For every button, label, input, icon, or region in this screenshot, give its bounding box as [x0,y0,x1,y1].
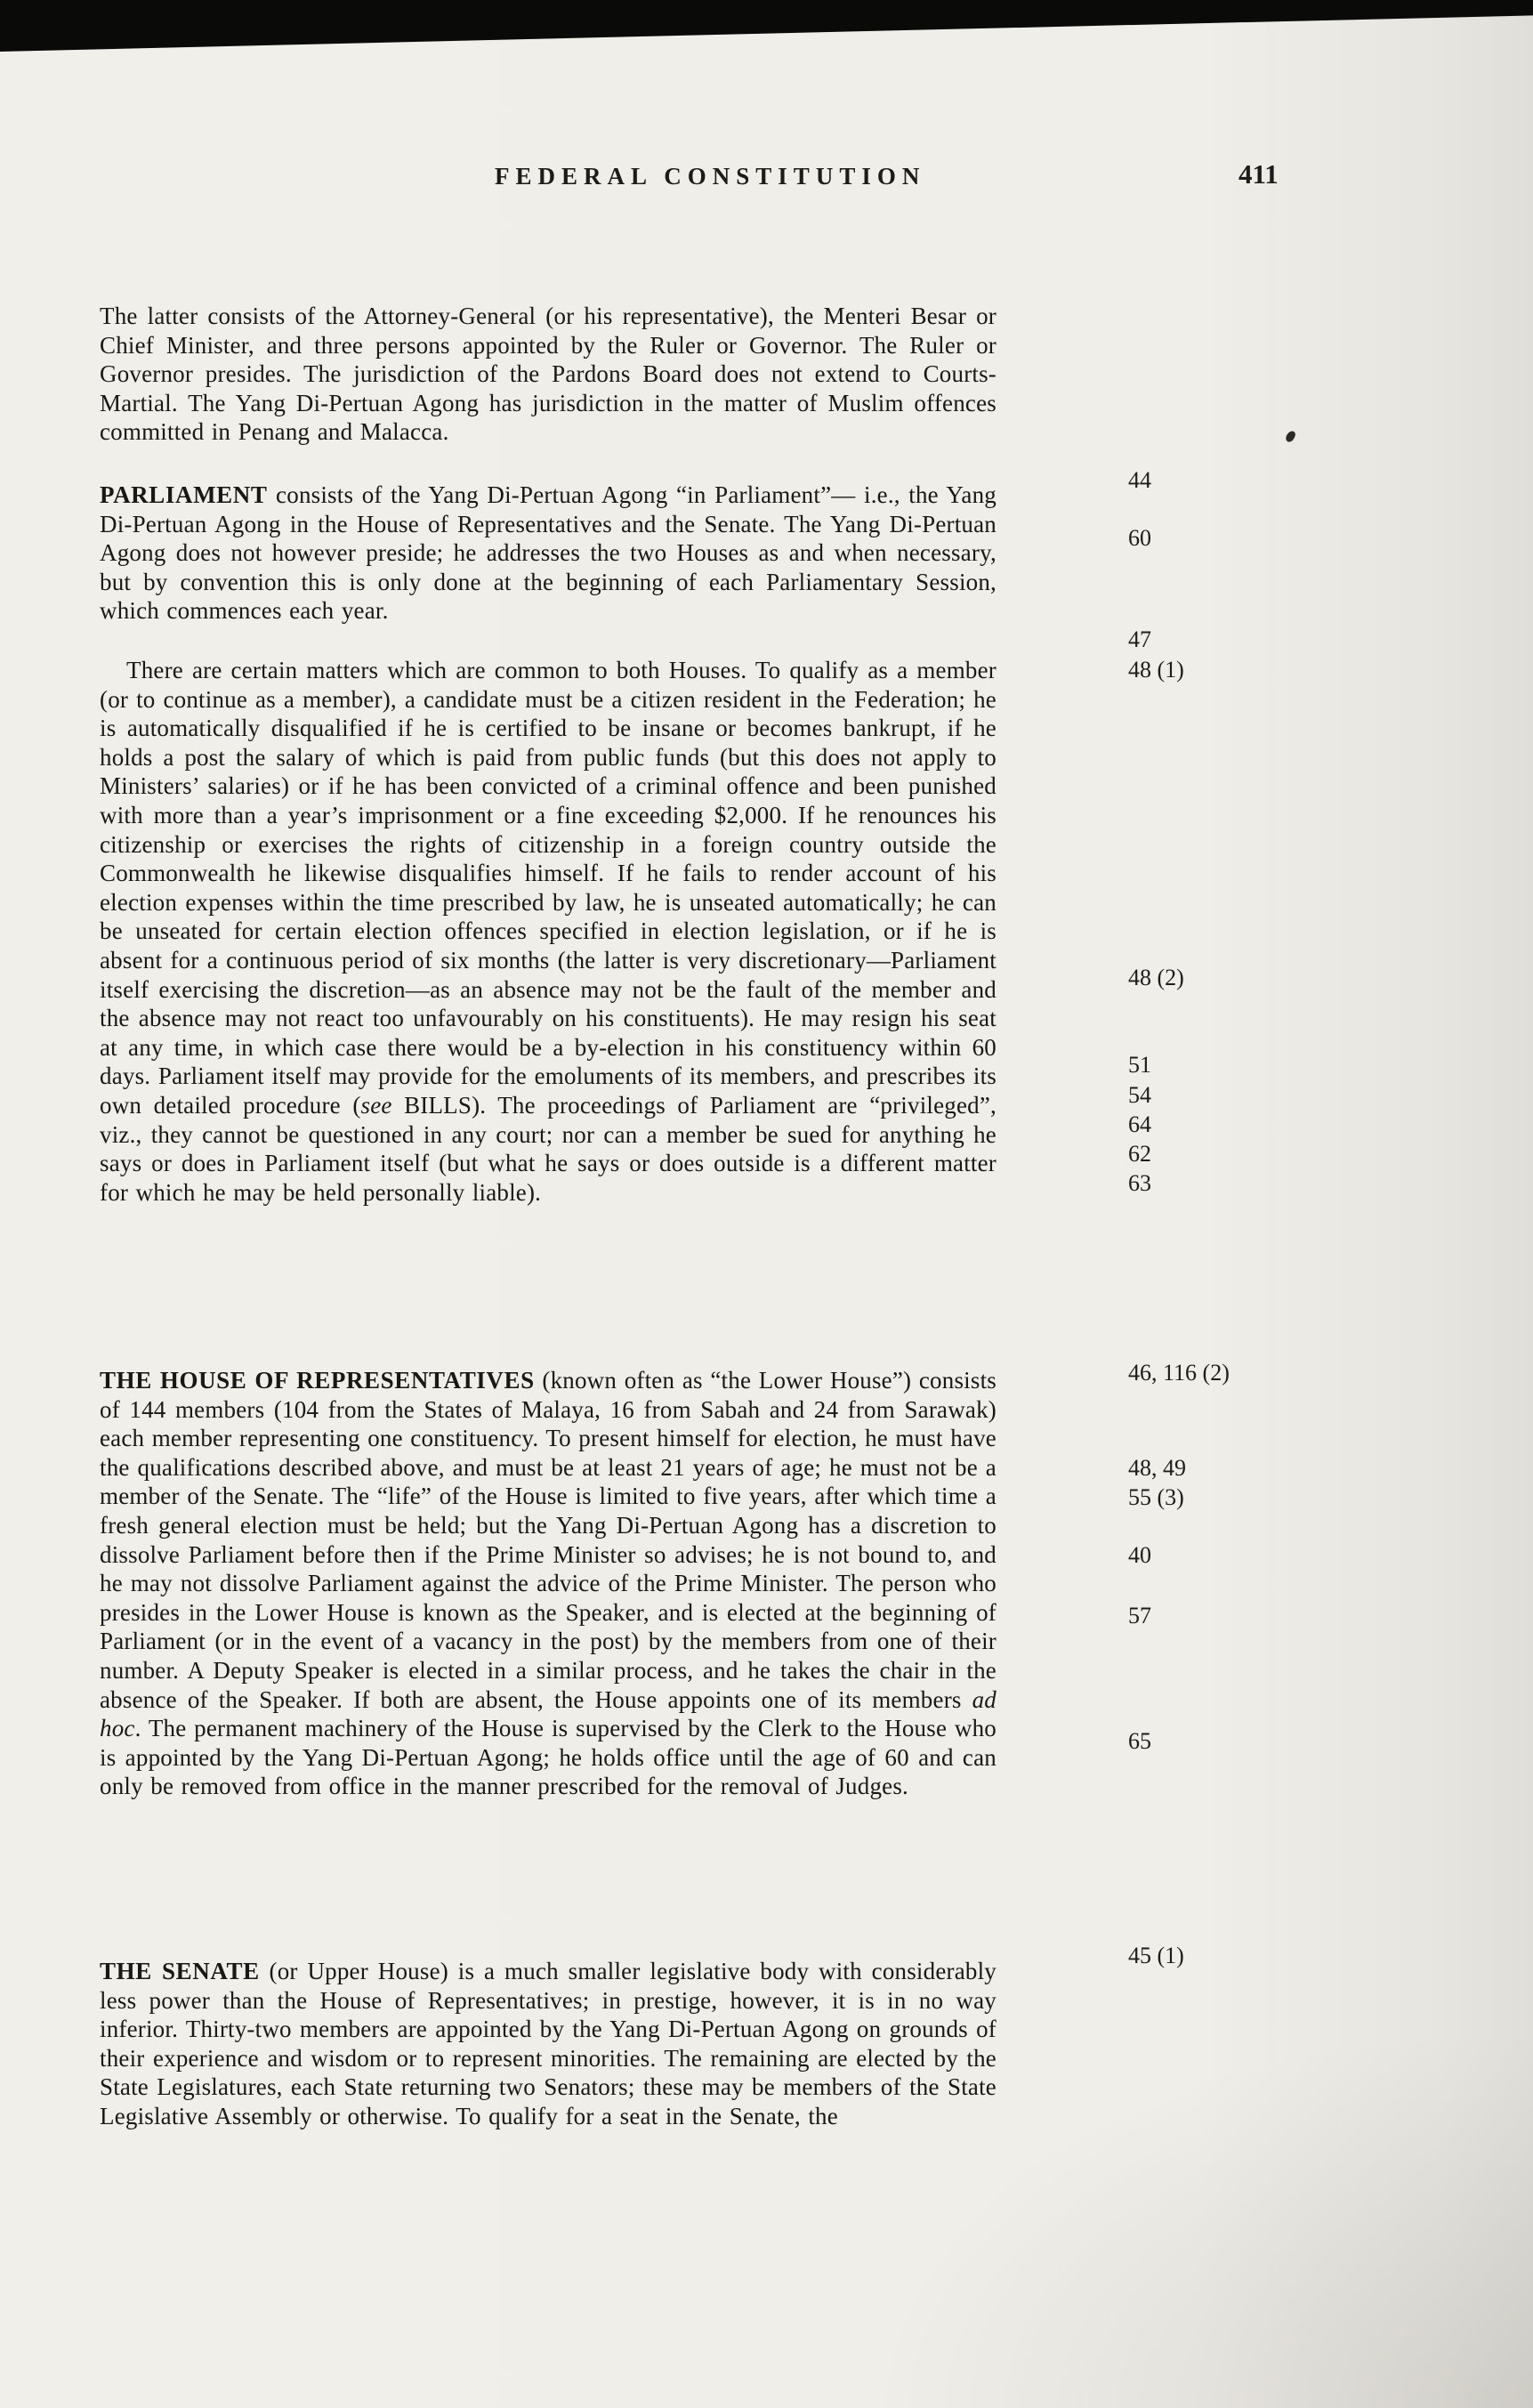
margin-note-article-40: 40 [1128,1542,1151,1568]
paragraph-lead-senate: THE SENATE [100,1958,260,1984]
margin-note-article-62: 62 [1128,1141,1151,1167]
paragraph-house-of-representatives [100,1366,996,1801]
page-number: 411 [1239,158,1279,190]
paragraph-parliament [100,481,996,626]
paragraph-text: . The permanent machinery of the House is supervised by the Clerk to the House who is appointed by the Yang Di-Pertuan Agong; he holds office until the age of 60 and can only be removed from office in the manner prescribed for the removal of Judges. [100,1715,996,1800]
italic-ad-hoc: ad hoc [100,1685,996,1742]
paragraph-lead-parliament: PARLIAMENT [100,481,268,508]
paragraph-text: consists of the Yang Di-Pertuan Agong “in Parliament”— i.e., the Yang Di-Pertuan Agong in the House of Representatives and the Senate. The Yang Di-Pertuan Agong does not however preside; he addresses the two Houses as and when necessary, but by convention this is only done at the beginning of each Parliamentary Session, which commences each year. [100,481,996,625]
margin-note-article-51: 51 [1128,1052,1151,1078]
margin-note-article-54: 54 [1128,1082,1151,1108]
margin-note-article-65: 65 [1128,1728,1151,1754]
margin-note-article-60: 60 [1128,525,1151,551]
paragraph-lead-house-of-representatives: THE HOUSE OF REPRESENTATIVES [100,1367,535,1394]
paragraph-text: BILLS). The proceedings of Parliament are “privileged”, viz., they cannot be questioned in any court; nor can a member be sued for anything he says or does in Parliament itself (but what he says or does outside is a different matter for which he may be held personally liable). [100,1091,996,1206]
paragraph-text: The latter consists of the Attorney-General (or his representative), the Menteri Besar or Chief Minister, and three persons appointed by the Ruler or Governor. The Ruler or Governor presides. The jurisdiction of the Pardons Board does not extend to Courts-Martial. The Yang Di-Pertuan Agong has jurisdiction in the matter of Muslim offences committed in Penang and Malacca. [100,303,996,446]
margin-note-article-47: 47 [1128,626,1151,652]
margin-note-article-55-3: 55 (3) [1128,1484,1184,1510]
paragraph-membership-qualifications [100,656,996,1207]
paragraph-text: There are certain matters which are common to both Houses. To qualify as a member (or to continue as a member), a candidate must be a citizen resident in the Federation; he is automatically disqualified if he is certified to be insane or becomes bankrupt, if he holds a post the salary of which is paid from public funds (but this does not apply to Ministers’ salaries) or if he has been convicted of a criminal offence and been punished with more than a year’s imprisonment or a fine exceeding $2,000. If he renounces his citizenship or exercises the rights of citizenship in a foreign country outside the Commonwealth he likewise disqualifies himself. If he fails to render account of his election expenses within the time prescribed by law, he is unseated automatically; he can be unseated for certain election offences specified in election legislation, or if he is absent for a continuous period of six months (the latter is very discretionary—Parliament itself exercising the discretion—as an absence may not be the fault of the member and the absence may not react too unfavourably on his constituents). He may resign his seat at any time, in which case there would be a by-election in his constituency within 60 days. Parliament itself may provide for the emoluments of its members, and prescribes its own detailed procedure ( [100,657,996,1119]
margin-note-article-44: 44 [1128,467,1151,493]
margin-note-article-48-49: 48, 49 [1128,1455,1186,1481]
margin-note-article-63: 63 [1128,1170,1151,1196]
margin-note-article-64: 64 [1128,1111,1151,1137]
paragraph-text: (or Upper House) is a much smaller legislative body with considerably less power than the House of Representatives; in prestige, however, it is in no way inferior. Thirty-two members are appointed by the Yang Di-Pertuan Agong on grounds of their experience and wisdom or to represent minorities. The remaining are elected by the State Legislatures, each State returning two Senators; these may be members of the State Legislative Assembly or otherwise. To qualify for a seat in the Senate, the [100,1958,996,2129]
margin-note-article-48-2: 48 (2) [1128,965,1184,990]
paragraph-senate [100,1957,996,2131]
margin-note-article-45-1: 45 (1) [1128,1943,1184,1968]
margin-note-article-46-116: 46, 116 (2) [1128,1360,1230,1386]
running-header-title: FEDERAL CONSTITUTION [495,163,926,190]
paragraph-text: (known often as “the Lower House”) consists of 144 members (104 from the States of Malaya, 16 from Sabah and 24 from Sarawak) each member representing one constituency. To present himself for election, he must have the qualifications described above, and must be at least 21 years of age; he must not be a member of the Senate. The “life” of the House is limited to five years, after which time a fresh general election must be held; but the Yang Di-Pertuan Agong has a discretion to dissolve Parliament before then if the Prime Minister so advises; he is not bound to, and he may not dissolve Parliament against the advice of the Prime Minister. The person who presides in the Lower House is known as the Speaker, and is elected at the beginning of Parliament (or in the event of a vacancy in the post) by the members from one of their number. A Deputy Speaker is elected in a similar process, and he takes the chair in the absence of the Speaker. If both are absent, the House appoints one of its members [100,1367,996,1713]
paragraph-pardons-board [100,302,996,447]
margin-note-article-48-1: 48 (1) [1128,657,1184,683]
italic-see: see [360,1091,392,1119]
margin-note-article-57: 57 [1128,1603,1151,1628]
